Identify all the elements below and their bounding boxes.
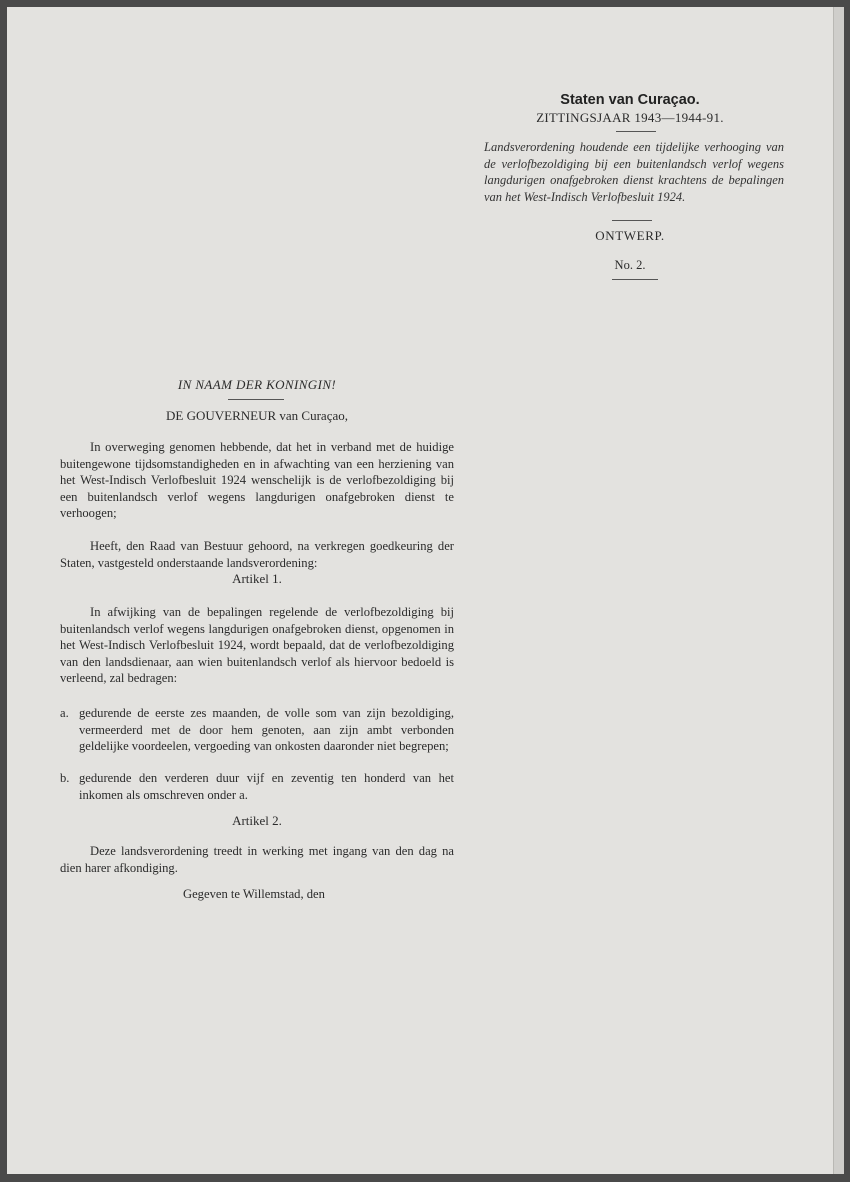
document-number: No. 2.: [614, 258, 646, 272]
article-2-heading: Artikel 2.: [232, 813, 282, 828]
document-title: Staten van Curaçao.: [560, 92, 700, 108]
list-marker: a.: [60, 706, 69, 720]
article-1-heading: Artikel 1.: [232, 571, 282, 586]
divider: [612, 220, 652, 221]
article-1-text: In afwijking van de bepalingen regelende de verlofbezoldiging bij buitenlandsch verlof wegens langdurigen onafgebroken dienst, opgenomen in het West-Indisch Verlofbesluit 1924, wordt bepaald, dat de verlofbezoldiging van den landsdienaar, aan wien buitenlandsch verlof als hiervoor bedoeld is verleend, zal bedragen:: [60, 605, 454, 685]
list-marker: b.: [60, 771, 70, 785]
list-item-text: gedurende den verderen duur vijf en zeventig ten honderd van het inkomen als omschreven onder a.: [79, 771, 454, 802]
list-item: [60, 705, 454, 755]
closing-line: Gegeven te Willemstad, den: [183, 887, 325, 901]
draft-label: ONTWERP.: [595, 228, 665, 243]
divider: [616, 131, 656, 132]
article-2-text: Deze landsverordening treedt in werking met ingang van den dag na dien harer afkondiging.: [60, 844, 454, 875]
preamble-governor: DE GOUVERNEUR van Curaçao,: [166, 408, 348, 423]
list-item: [60, 770, 454, 803]
enacting-paragraph: Heeft, den Raad van Bestuur gehoord, na verkregen goedkeuring der Staten, vastgesteld onderstaande landsverordening:: [60, 539, 454, 570]
session-year: ZITTINGSJAAR 1943—1944-91.: [536, 110, 724, 125]
ordinance-subject: Landsverordening houdende een tijdelijke verhooging van de verlofbezoldiging bij een buitenlandsch verlof wegens langdurigen onafgebroken dienst krachtens de bepalingen van het West-Indisch Verlofbesluit 1924.: [484, 140, 784, 204]
page-edge: [833, 7, 844, 1174]
divider: [612, 279, 658, 280]
divider: [228, 399, 284, 400]
list-item-text: gedurende de eerste zes maanden, de volle som van zijn bezoldiging, vermeerderd met de door hem genoten, aan zijn ambt verbonden geldelijke voordeelen, vergoeding van onkosten daaronder niet begrepen;: [79, 706, 454, 753]
preamble-king: IN NAAM DER KONINGIN!: [177, 377, 337, 392]
considering-paragraph: In overweging genomen hebbende, dat het in verband met de huidige buitengewone tijdsomstandigheden en in afwachting van een herziening van het West-Indisch Verlofbesluit 1924 wenschelijk is de verlofbezoldiging bij een buitenlandsch verlof wegens langdurigen onafgebroken dienst te verhoogen;: [60, 440, 454, 520]
